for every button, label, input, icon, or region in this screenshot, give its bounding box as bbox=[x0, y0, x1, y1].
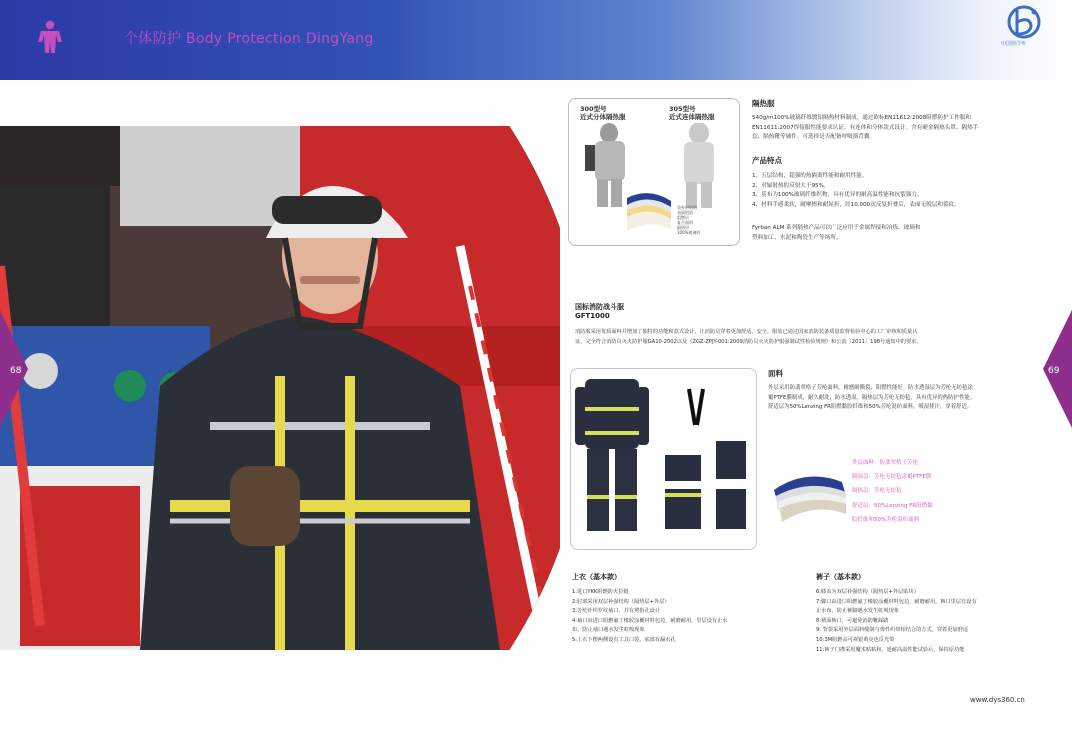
list-item: 3:芳纶针织罗纹袖口，并有剪指孔设计 bbox=[572, 608, 661, 615]
insulation-heading: 隔热服 bbox=[752, 99, 775, 108]
person-icon bbox=[36, 20, 64, 54]
features-list bbox=[752, 172, 1042, 210]
jacket-features bbox=[572, 588, 792, 646]
text-line: 套、隔热靴等辅件。可选择是否配备呼吸器背囊。 bbox=[752, 134, 876, 141]
page-number-right: 69 bbox=[1048, 366, 1060, 376]
insulation-suits-illustration bbox=[579, 123, 729, 241]
combat-suit-figure bbox=[570, 368, 757, 550]
list-item: 5:上衣下摆两侧设有工具口袋，底部有漏水孔 bbox=[572, 636, 676, 643]
fabric-heading: 面料 bbox=[768, 369, 783, 378]
logo-text: 中国鼎洋® bbox=[1001, 41, 1027, 47]
combat-suit-description bbox=[575, 328, 1035, 347]
list-item: 11:裤子门襟采用魔术贴粘和，延耐高温性能试验后，保持原功能 bbox=[816, 646, 965, 653]
firefighter-photo bbox=[0, 126, 560, 650]
list-item: 1、五层结构，超强的热隔离性能和耐用性能。 bbox=[752, 173, 868, 179]
fabric-layers-swatch bbox=[770, 466, 850, 526]
text-line: EN11611:2007焊接服性能要求认证。有连体和分体款式设计。含有硬金隔热头罩、隔热手 bbox=[752, 124, 979, 131]
list-item: 2、对辐射热的反射大于95%。 bbox=[752, 182, 830, 189]
fabric-layer-thermal: 隔热层：芳纶无纺毡 bbox=[852, 488, 902, 494]
fabric-layer-outer: 外层面料：防翡翠格子芳纶 bbox=[852, 460, 919, 466]
model-305-label: 305型号 bbox=[669, 105, 696, 113]
list-item: 10:3M阻燃高可视银黄亮色反光带 bbox=[816, 636, 895, 643]
text-line: 消防服采用优质面料并增加了独特的功能和款式设计，让消防员穿着更加舒适、安全。服装已通过国家消防装备质量监督检验中心的工厂审核和质量认 bbox=[575, 329, 918, 335]
insulation-description bbox=[752, 114, 1042, 143]
fabric-description bbox=[768, 384, 1038, 413]
layer-label-3: 阻燃层 bbox=[677, 215, 689, 220]
header-title: 个体防护 Body Protection DingYang bbox=[124, 31, 374, 47]
list-item: 4、材料手感柔软，耐摩擦和耐屈折，经10,000次反复折叠后，表面无脱层和裂纹。 bbox=[752, 201, 960, 208]
insulation-suit-figure bbox=[568, 98, 740, 246]
list-item: 9: 背袋采用外层面料缝制与弹性织带相结合的方式，穿着更加舒适 bbox=[816, 627, 968, 634]
list-item: 1:进口YKK阻燃防火拉链 bbox=[572, 589, 629, 595]
fabric-layer-moisture: 隔湿层：芳纶无纺毡涂覆PTFE膜 bbox=[852, 474, 932, 480]
list-item: 3、基布为100%玻璃纤维织物，具有优异的耐高温性能和抗裂强力。 bbox=[752, 192, 923, 199]
layer-label-1: 表外层铝箔 bbox=[677, 205, 697, 210]
fabric-layer-comfort-2: 胶纤维和50%芳纶混纺面料 bbox=[852, 517, 920, 523]
fyrban-description bbox=[752, 224, 1042, 243]
page-number-left: 68 bbox=[10, 366, 22, 376]
text-line: 外层采用防翡翠格子芳纶面料，耐磨耐撕裂、阻燃性能好。防水透湿层为芳纶无纺毡涂 bbox=[768, 385, 973, 391]
model-300-label: 300型号 bbox=[580, 105, 607, 113]
text-line: 舒适层为50%Lenzing FR阻燃黏胶纤维和50%芳纶混纺面料，吸湿排汗，穿着舒适。 bbox=[768, 404, 973, 411]
text-line: 塑料加工、水泥和陶瓷生产等场所。 bbox=[752, 234, 842, 241]
jacket-heading: 上衣（基本款） bbox=[572, 573, 621, 581]
features-heading: 产品特点 bbox=[752, 156, 782, 165]
list-item: 7:脚口由进口阻燃氟丁橡胶涂覆材料包边，耐磨耐用，裤口里层有设有 bbox=[816, 598, 977, 605]
website-url: www.dys360.cn bbox=[970, 696, 1025, 704]
list-item: 2:肘部采用双层补强结构（隔热层+外层） bbox=[572, 598, 670, 605]
combat-suit-illustration bbox=[571, 369, 756, 549]
trousers-heading: 裤子（基本款） bbox=[816, 573, 865, 581]
layer-label-6: 100%玻璃纤 bbox=[677, 230, 701, 235]
layer-label-5: 隔热层 bbox=[677, 225, 689, 230]
list-item: 8:褶面裤口，可避免消防靴踩踏 bbox=[816, 617, 889, 624]
text-line: 540g/m100%玻璃纤维镀铝隔热材料制成。通过欧标EN11612:2008阻燃防护工作服和 bbox=[752, 115, 972, 121]
layer-label-4: 复合面料 bbox=[677, 220, 693, 225]
text-line: Fyrban ALM 系列隔热产品可以广泛应用于金属焊接和冶炼、玻璃和 bbox=[752, 225, 921, 231]
list-item: 6:膝盖为双层补强结构（隔热层+外层贴块） bbox=[816, 589, 919, 595]
list-item: 止水布，防止裤脚遇水发生虹吸现象 bbox=[816, 608, 900, 615]
text-line: 覆PTFE膜制成，耐久耐洗，防水透湿。隔热层为芳纶无纺毡，具有优异的热防护性能。 bbox=[768, 394, 976, 401]
combat-suit-model: GFT1000 bbox=[575, 312, 610, 320]
fabric-layer-comfort: 舒适层：50%Lenzing FR阻燃黏 bbox=[852, 503, 933, 509]
list-item: 4:袖口由进口阻燃氟丁橡胶涂覆材料包边，耐磨耐用，里层设有止水 bbox=[572, 617, 728, 624]
layer-label-2: 表面铝箔 bbox=[677, 210, 693, 215]
combat-suit-title: 国标消防战斗服 bbox=[575, 303, 624, 311]
trousers-features bbox=[816, 588, 1046, 655]
text-line: 证，完全符合消防员灭火防护服GA10-2002以及《ZGZ-ZPJY-001:2009消防员灭火防护服强制试性检验规则》和公消〔2011〕198号通知中的要求。 bbox=[575, 338, 922, 345]
list-item: 布，防止袖口遇水发生虹吸现象 bbox=[572, 627, 645, 634]
model-300-desc: 近式分体隔热服 bbox=[580, 113, 626, 121]
model-305-desc: 近式连体隔热服 bbox=[669, 113, 715, 121]
